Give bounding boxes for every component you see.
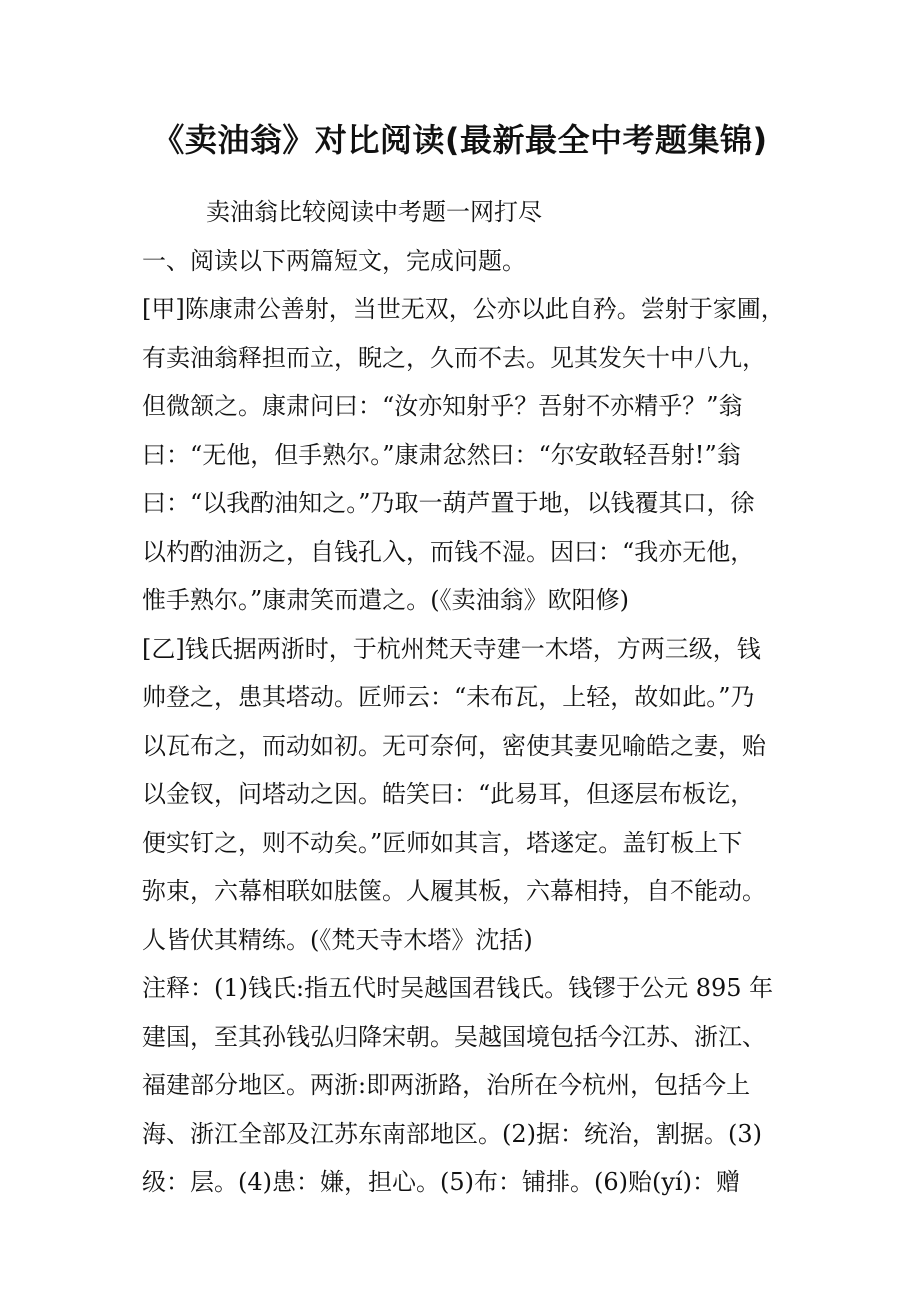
text-line: 以金钗，问塔动之因。皓笑曰：“此易耳，但逐层布板讫， <box>142 780 755 808</box>
text-line: 有卖油翁释担而立，睨之，久而不去。见其发矢十中八九， <box>142 343 766 372</box>
document-body <box>142 188 792 1207</box>
text-line: [甲]陈康肃公善射，当世无双，公亦以此自矜。尝射于家圃， <box>142 295 785 323</box>
text-line: 曰：“无他，但手熟尔。”康肃忿然曰：“尔安敢轻吾射!”翁 <box>142 440 741 469</box>
text-line: 但微颔之。康肃问曰：“汝亦知射乎？吾射不亦精乎？”翁 <box>142 392 743 420</box>
text-line: 建国，至其孙钱弘归降宋朝。吴越国境包括今江苏、浙江、 <box>142 1022 766 1051</box>
text-line: [乙]钱氏据两浙时，于杭州梵天寺建一木塔，方两三级，钱 <box>142 634 761 663</box>
document-subtitle: 卖油翁比较阅读中考题一网打尽 <box>206 198 542 226</box>
text-line: 曰：“以我酌油知之。”乃取一葫芦置于地，以钱覆其口，徐 <box>142 489 755 517</box>
text-line: 以瓦布之，而动如初。无可奈何，密使其妻见喻皓之妻，贻 <box>142 731 766 760</box>
document-title: 《卖油翁》对比阅读(最新最全中考题集锦) <box>152 121 768 159</box>
text-line: 以杓酌油沥之，自钱孔入，而钱不湿。因曰：“我亦无他， <box>142 537 755 566</box>
text-line: 级：层。(4)患：嫌，担心。(5)布：铺排。(6)贻(yí)：赠 <box>142 1168 740 1196</box>
text-line: 一、阅读以下两篇短文，完成问题。 <box>142 246 526 275</box>
text-line: 福建部分地区。两浙:即两浙路，治所在今杭州，包括今上 <box>142 1071 751 1099</box>
text-line: 海、浙江全部及江苏东南部地区。(2)据：统治，割据。(3) <box>142 1119 762 1148</box>
text-line: 惟手熟尔。”康肃笑而遣之。(《卖油翁》欧阳修) <box>142 586 629 614</box>
text-line: 便实钉之，则不动矣。”匠师如其言，塔遂定。盖钉板上下 <box>142 828 743 857</box>
text-line: 帅登之，患其塔动。匠师云：“未布瓦，上轻，故如此。”乃 <box>142 683 755 711</box>
text-line: 人皆伏其精练。(《梵天寺木塔》沈括) <box>142 925 533 954</box>
text-line: 注释：(1)钱氏:指五代时吴越国君钱氏。钱镠于公元 895 年 <box>142 974 774 1002</box>
text-line: 弥束，六幕相联如胠箧。人履其板，六幕相持，自不能动。 <box>142 877 766 905</box>
